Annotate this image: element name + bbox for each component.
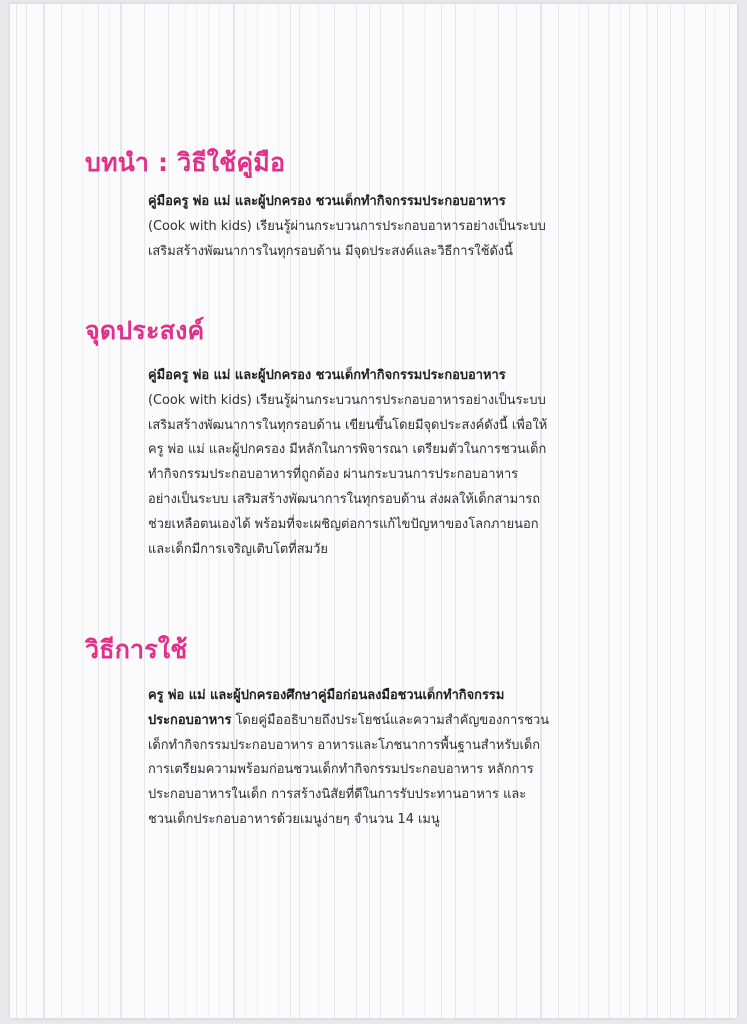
- body-text: อย่างเป็นระบบ เสริมสร้างพัฒนาการในทุกรอบด้าน ส่งผลให้เด็กสามารถ: [148, 491, 541, 507]
- body-text: โดยคู่มืออธิบายถึงประโยชน์และความสำคัญของการชวน: [231, 712, 550, 728]
- body-text: ช่วยเหลือตนเองได้ พร้อมที่จะเผชิญต่อการแก้ไขปัญหาของโลกภายนอก: [148, 516, 539, 532]
- bold-lead-text: ครู พ่อ แม่ และผู้ปกครองศึกษาคู่มือก่อนลงมือชวนเด็กทำกิจกรรม: [148, 688, 505, 703]
- purpose-paragraph: [148, 364, 604, 562]
- body-text: ทำกิจกรรมประกอบอาหารที่ถูกต้อง ผ่านกระบวนการประกอบอาหาร: [148, 467, 519, 483]
- body-text: ประกอบอาหารในเด็ก การสร้างนิสัยที่ดีในการรับประทานอาหาร และ: [148, 787, 527, 803]
- paragraph-line: [148, 463, 604, 488]
- intro-paragraph: [148, 190, 604, 264]
- paragraph-line: [148, 513, 604, 538]
- paragraph-line: [148, 758, 604, 783]
- paragraph-line: [148, 438, 604, 463]
- document-content: [10, 4, 737, 1018]
- body-text: (Cook with kids) เรียนรู้ผ่านกระบวนการประกอบอาหารอย่างเป็นระบบ: [148, 392, 546, 408]
- bold-lead-text: ประกอบอาหาร: [148, 712, 232, 728]
- usage-paragraph: [148, 684, 604, 833]
- paragraph-line: [148, 488, 604, 513]
- paragraph-line: [148, 414, 604, 439]
- body-text: และเด็กมีการเจริญเติบโตที่สมวัย: [148, 541, 328, 557]
- paragraph-line: [148, 734, 604, 759]
- usage-heading: วิธีการใช้: [85, 635, 188, 664]
- paragraph-line: [148, 808, 604, 833]
- bold-lead-text: คู่มือครู พ่อ แม่ และผู้ปกครอง ชวนเด็กทำกิจกรรมประกอบอาหาร: [148, 194, 506, 209]
- paragraph-line: [148, 389, 604, 414]
- body-text: (Cook with kids) เรียนรู้ผ่านกระบวนการประกอบอาหารอย่างเป็นระบบ: [148, 218, 546, 234]
- paragraph-line: [148, 240, 604, 265]
- body-text: ชวนเด็กประกอบอาหารด้วยเมนูง่ายๆ จำนวน 14 เมนู: [148, 811, 440, 827]
- paragraph-line: [148, 684, 604, 709]
- body-text: เด็กทำกิจกรรมประกอบอาหาร อาหารและโภชนาการพื้นฐานสำหรับเด็ก: [148, 737, 541, 753]
- body-text: ครู พ่อ แม่ และผู้ปกครอง มีหลักในการพิจารณา เตรียมตัวในการชวนเด็ก: [148, 442, 547, 458]
- body-text: เสริมสร้างพัฒนาการในทุกรอบด้าน มีจุดประสงค์และวิธีการใช้ดังนี้: [148, 243, 513, 259]
- paragraph-line: [148, 215, 604, 240]
- intro-heading: บทนำ : วิธีใช้คู่มือ: [85, 148, 286, 177]
- paragraph-line: [148, 364, 604, 389]
- bold-lead-text: คู่มือครู พ่อ แม่ และผู้ปกครอง ชวนเด็กทำกิจกรรมประกอบอาหาร: [148, 368, 506, 383]
- purpose-heading: จุดประสงค์: [85, 316, 205, 345]
- paragraph-line: [148, 709, 604, 734]
- body-text: การเตรียมความพร้อมก่อนชวนเด็กทำกิจกรรมประกอบอาหาร หลักการ: [148, 762, 534, 778]
- body-text: เสริมสร้างพัฒนาการในทุกรอบด้าน เขียนขึ้นโดยมีจุดประสงค์ดังนี้ เพื่อให้: [148, 417, 548, 433]
- paragraph-line: [148, 538, 604, 563]
- document-page: [10, 4, 737, 1018]
- paragraph-line: [148, 783, 604, 808]
- paragraph-line: [148, 190, 604, 215]
